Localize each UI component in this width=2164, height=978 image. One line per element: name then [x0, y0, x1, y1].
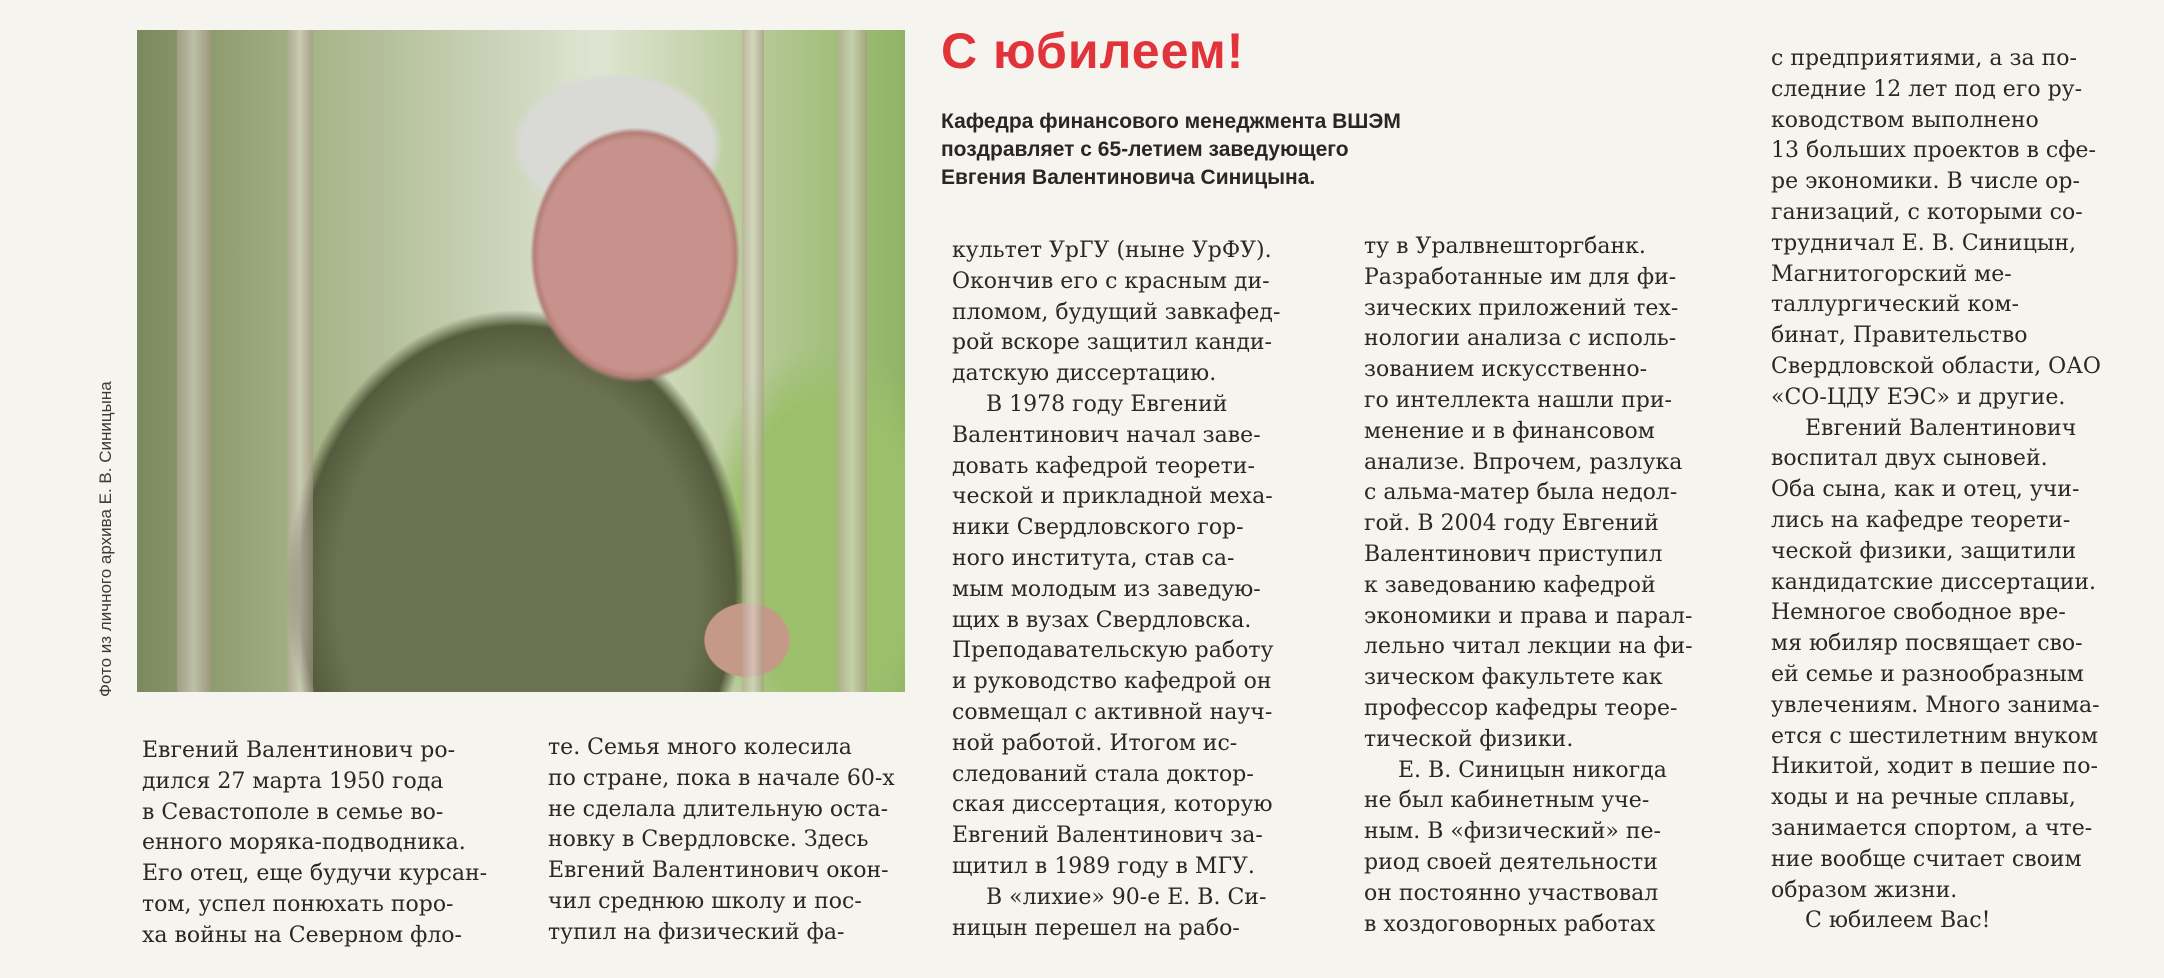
- text-line: по стране, пока в начале 60-х: [548, 765, 895, 791]
- text-line: Его отец, еще будучи курсан-: [142, 861, 488, 887]
- text-line: совмещал с активной науч-: [952, 699, 1273, 725]
- text-line: анализе. Впрочем, разлука: [1364, 449, 1683, 475]
- lead-line: Евгения Валентиновича Синицына.: [941, 166, 1316, 189]
- text-line: В 1978 году Евгений: [986, 391, 1228, 417]
- text-line: риод своей деятельности: [1364, 849, 1658, 875]
- tree-trunk: [742, 30, 764, 692]
- text-line: зованием искусственно-: [1364, 357, 1648, 383]
- text-line: Окончив его с красным ди-: [952, 268, 1270, 294]
- text-line: Е. В. Синицын никогда: [1398, 757, 1667, 783]
- text-line: ре экономики. В числе ор-: [1771, 169, 2080, 195]
- text-line: тической физики.: [1364, 726, 1574, 752]
- text-line: «СО-ЦДУ ЕЭС» и другие.: [1771, 384, 2066, 410]
- text-line: ницын перешел на рабо-: [952, 915, 1240, 941]
- text-line: менение и в финансовом: [1364, 418, 1655, 444]
- text-line: не был кабинетным уче-: [1364, 788, 1650, 814]
- article-lead: [941, 108, 1461, 192]
- text-line: мым молодым из заведую-: [952, 576, 1261, 602]
- text-line: и руководство кафедрой он: [952, 669, 1272, 695]
- text-line: ным. В «физический» пе-: [1364, 819, 1661, 845]
- text-column-4: [1364, 232, 1693, 940]
- text-line: Разработанные им для фи-: [1364, 264, 1677, 290]
- lead-line: поздравляет с 65-летием заведующего: [941, 138, 1349, 161]
- text-line: лельно читал лекции на фи-: [1364, 634, 1693, 660]
- text-line: занимается спортом, а чте-: [1771, 815, 2093, 841]
- text-line: к заведованию кафедрой: [1364, 572, 1656, 598]
- text-line: увлечениям. Много занима-: [1771, 692, 2100, 718]
- text-line: тупил на физический фа-: [548, 919, 845, 945]
- text-line: ха войны на Северном фло-: [142, 922, 462, 948]
- text-line: Валентинович начал заве-: [952, 422, 1261, 448]
- text-line: щитил в 1989 году в МГУ.: [952, 853, 1255, 879]
- text-line: ходы и на речные сплавы,: [1771, 785, 2076, 811]
- text-line: нологии анализа с исполь-: [1364, 326, 1677, 352]
- text-line: ководством выполнено: [1771, 107, 2039, 133]
- article-title: С юбилеем!: [941, 23, 1245, 79]
- text-line: ей семье и разнообразным: [1771, 661, 2084, 687]
- text-line: Магнитогорский ме-: [1771, 261, 2012, 287]
- text-line: ческой физики, защитили: [1771, 538, 2077, 564]
- text-line: Валентинович приступил: [1364, 541, 1663, 567]
- text-line: щих в вузах Свердловска.: [952, 607, 1252, 633]
- text-line: Евгений Валентинович ро-: [142, 738, 456, 763]
- text-line: рой вскоре защитил канди-: [952, 330, 1272, 356]
- text-line: те. Семья много колесила: [548, 735, 852, 760]
- text-line: воспитал двух сыновей.: [1771, 446, 2048, 472]
- text-line: образом жизни.: [1771, 877, 1958, 903]
- text-line: В «лихие» 90-е Е. В. Си-: [986, 884, 1267, 910]
- text-line: профессор кафедры теоре-: [1364, 695, 1678, 721]
- text-line: Евгений Валентинович окон-: [548, 858, 889, 884]
- text-line: новку в Свердловске. Здесь: [548, 827, 869, 853]
- text-line: таллургический ком-: [1771, 292, 2019, 318]
- text-line: дился 27 марта 1950 года: [142, 768, 444, 794]
- text-line: том, успел понюхать поро-: [142, 891, 454, 917]
- text-line: ется с шестилетним внуком: [1771, 723, 2099, 749]
- text-line: кандидатские диссертации.: [1771, 569, 2097, 595]
- text-line: в хоздоговорных работах: [1364, 911, 1656, 937]
- text-line: ганизаций, с которыми со-: [1771, 199, 2083, 225]
- lead-line: Кафедра финансового менеджмента ВШЭМ: [941, 110, 1401, 133]
- text-line: гой. В 2004 году Евгений: [1364, 511, 1659, 537]
- text-line: ту в Уралвнешторгбанк.: [1364, 234, 1646, 259]
- text-line: ной работой. Итогом ис-: [952, 730, 1238, 756]
- portrait-photo: [137, 30, 905, 692]
- photo-caption: Фото из личного архива Е. В. Синицына: [96, 381, 115, 697]
- text-line: культет УрГУ (ныне УрФУ).: [952, 238, 1272, 263]
- tree-trunk: [287, 30, 313, 692]
- text-line: не сделала длительную оста-: [548, 796, 889, 822]
- text-line: чил среднюю школу и пос-: [548, 888, 862, 914]
- text-line: в Севастополе в семье во-: [142, 799, 444, 825]
- text-line: следние 12 лет под его ру-: [1771, 76, 2083, 102]
- text-line: ники Свердловского гор-: [952, 515, 1244, 541]
- text-line: го интеллекта нашли при-: [1364, 387, 1672, 413]
- text-line: Евгений Валентинович за-: [952, 823, 1263, 849]
- text-column-1: [142, 736, 487, 952]
- text-line: трудничал Е. В. Синицын,: [1771, 230, 2077, 256]
- text-line: Евгений Валентинович: [1805, 415, 2077, 441]
- text-line: пломом, будущий завкафед-: [952, 299, 1281, 325]
- text-column-2: [548, 733, 895, 949]
- text-line: енного моряка-подводника.: [142, 830, 466, 856]
- text-line: С юбилеем Вас!: [1805, 908, 1991, 934]
- text-line: ние вообще считает своим: [1771, 846, 2082, 872]
- text-line: Преподавательскую работу: [952, 638, 1274, 664]
- text-line: лись на кафедре теорети-: [1771, 507, 2071, 533]
- text-line: ческой и прикладной меха-: [952, 484, 1273, 510]
- text-line: Немногое свободное вре-: [1771, 600, 2066, 626]
- text-column-3: [952, 236, 1280, 944]
- text-line: он постоянно участвовал: [1364, 880, 1659, 906]
- text-line: следований стала доктор-: [952, 761, 1254, 787]
- text-line: ного института, став са-: [952, 545, 1235, 571]
- text-line: экономики и права и парал-: [1364, 603, 1693, 629]
- text-line: 13 больших проектов в сфе-: [1771, 138, 2096, 164]
- text-line: Оба сына, как и отец, учи-: [1771, 477, 2080, 503]
- text-line: Свердловской области, ОАО: [1771, 353, 2101, 379]
- text-line: бинат, Правительство: [1771, 323, 2028, 349]
- text-line: Никитой, ходит в пешие по-: [1771, 754, 2098, 780]
- text-line: с альма-матер была недол-: [1364, 480, 1678, 506]
- text-line: зическом факультете как: [1364, 665, 1663, 691]
- tree-trunk: [837, 30, 867, 692]
- text-line: с предприятиями, а за по-: [1771, 46, 2077, 71]
- text-line: довать кафедрой теорети-: [952, 453, 1255, 479]
- text-line: мя юбиляр посвящает сво-: [1771, 631, 2083, 657]
- text-line: зических приложений тех-: [1364, 295, 1679, 321]
- text-line: датскую диссертацию.: [952, 361, 1217, 387]
- tree-trunk: [177, 30, 211, 692]
- text-line: ская диссертация, которую: [952, 792, 1273, 818]
- text-column-5: [1771, 44, 2101, 937]
